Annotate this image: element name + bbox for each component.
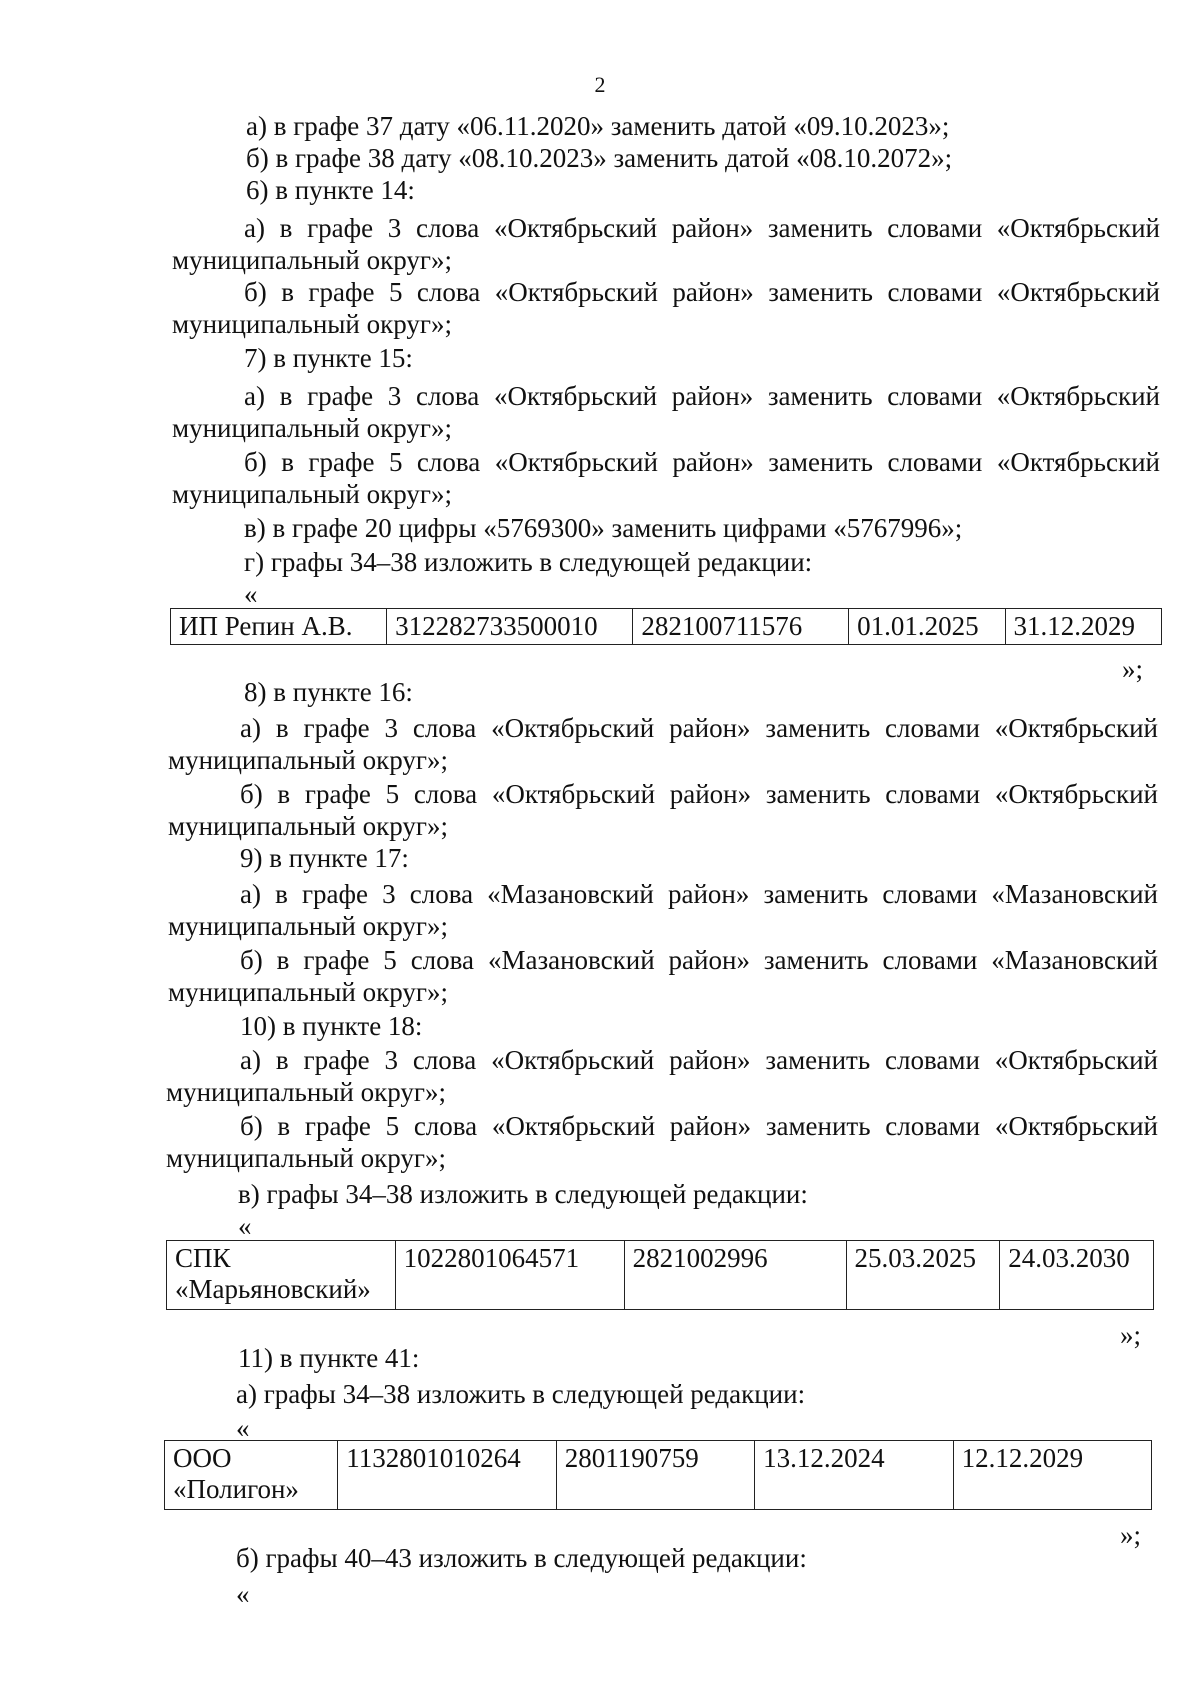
text-line: а) в графе 3 слова «Октябрьский район» заменить словами «Октябрьский bbox=[244, 213, 1160, 243]
text-line: г) графы 34–38 изложить в следующей редакции: bbox=[244, 547, 813, 577]
table-cell: 25.03.2025 bbox=[846, 1241, 1000, 1310]
table-cell: 1132801010264 bbox=[338, 1441, 557, 1510]
table-cell: 24.03.2030 bbox=[1000, 1241, 1154, 1310]
text-line: 6) в пункте 14: bbox=[246, 175, 415, 205]
text-line: а) в графе 3 слова «Октябрьский район» заменить словами «Октябрьский bbox=[240, 1045, 1158, 1075]
text-line: 11) в пункте 41: bbox=[238, 1343, 420, 1373]
text-line: муниципальный округ»; bbox=[172, 309, 452, 339]
text-line: б) в графе 5 слова «Октябрьский район» заменить словами «Октябрьский bbox=[244, 277, 1160, 307]
text-line: 8) в пункте 16: bbox=[244, 677, 413, 707]
text-line: в) графы 34–38 изложить в следующей редакции: bbox=[238, 1179, 808, 1209]
text-line: в) в графе 20 цифры «5769300» заменить цифрами «5767996»; bbox=[244, 513, 963, 543]
text-line: муниципальный округ»; bbox=[166, 1077, 446, 1107]
page-number: 2 bbox=[594, 72, 606, 97]
open-quote: « bbox=[236, 1579, 250, 1609]
text-line: муниципальный округ»; bbox=[168, 811, 448, 841]
text-line: а) в графе 3 слова «Мазановский район» заменить словами «Мазановский bbox=[240, 879, 1158, 909]
open-quote: « bbox=[244, 579, 258, 609]
text-line: 9) в пункте 17: bbox=[240, 843, 409, 873]
table-cell: 12.12.2029 bbox=[953, 1441, 1151, 1510]
table-cell: 31.12.2029 bbox=[1005, 609, 1161, 645]
open-quote: « bbox=[238, 1211, 252, 1241]
table-cell: 282100711576 bbox=[633, 609, 849, 645]
cell-line: СПК bbox=[175, 1243, 231, 1273]
cell-line: «Полигон» bbox=[173, 1474, 299, 1504]
table-cell: 2821002996 bbox=[624, 1241, 846, 1310]
text-line: а) в графе 3 слова «Октябрьский район» заменить словами «Октябрьский bbox=[244, 381, 1160, 411]
insert-table-3 bbox=[164, 1440, 1152, 1510]
table-cell bbox=[165, 1441, 338, 1510]
cell-line: «Марьяновский» bbox=[175, 1274, 371, 1304]
text-line: а) в графе 3 слова «Октябрьский район» заменить словами «Октябрьский bbox=[240, 713, 1158, 743]
close-quote: »; bbox=[1122, 654, 1144, 684]
text-line: а) графы 34–38 изложить в следующей редакции: bbox=[236, 1379, 806, 1409]
text-line: б) графы 40–43 изложить в следующей редакции: bbox=[236, 1543, 807, 1573]
text-line: муниципальный округ»; bbox=[168, 911, 448, 941]
table-cell bbox=[167, 1241, 396, 1310]
insert-table-2 bbox=[166, 1240, 1154, 1310]
close-quote: »; bbox=[1120, 1320, 1142, 1350]
text-line: муниципальный округ»; bbox=[166, 1143, 446, 1173]
table-cell: 13.12.2024 bbox=[755, 1441, 953, 1510]
text-line: муниципальный округ»; bbox=[168, 977, 448, 1007]
table-cell: 2801190759 bbox=[556, 1441, 754, 1510]
text-line: а) в графе 37 дату «06.11.2020» заменить датой «09.10.2023»; bbox=[246, 111, 950, 141]
table-cell: 01.01.2025 bbox=[849, 609, 1005, 645]
table-cell: 312282733500010 bbox=[387, 609, 633, 645]
text-line: б) в графе 5 слова «Октябрьский район» заменить словами «Октябрьский bbox=[240, 779, 1158, 809]
text-line: б) в графе 5 слова «Октябрьский район» заменить словами «Октябрьский bbox=[244, 447, 1160, 477]
text-line: муниципальный округ»; bbox=[172, 479, 452, 509]
text-line: б) в графе 38 дату «08.10.2023» заменить датой «08.10.2072»; bbox=[246, 143, 953, 173]
text-line: муниципальный округ»; bbox=[172, 245, 452, 275]
text-line: 7) в пункте 15: bbox=[244, 343, 413, 373]
table-row bbox=[167, 1241, 1154, 1310]
table-cell: 1022801064571 bbox=[395, 1241, 624, 1310]
insert-table-1 bbox=[170, 608, 1162, 645]
table-row bbox=[171, 609, 1162, 645]
text-line: муниципальный округ»; bbox=[168, 745, 448, 775]
text-line: 10) в пункте 18: bbox=[240, 1011, 423, 1041]
table-row bbox=[165, 1441, 1152, 1510]
text-line: б) в графе 5 слова «Мазановский район» заменить словами «Мазановский bbox=[240, 945, 1158, 975]
cell-line: ООО bbox=[173, 1443, 232, 1473]
open-quote: « bbox=[236, 1413, 250, 1443]
text-line: муниципальный округ»; bbox=[172, 413, 452, 443]
close-quote: »; bbox=[1120, 1520, 1142, 1550]
text-line: б) в графе 5 слова «Октябрьский район» заменить словами «Октябрьский bbox=[240, 1111, 1158, 1141]
table-cell: ИП Репин А.В. bbox=[171, 609, 387, 645]
